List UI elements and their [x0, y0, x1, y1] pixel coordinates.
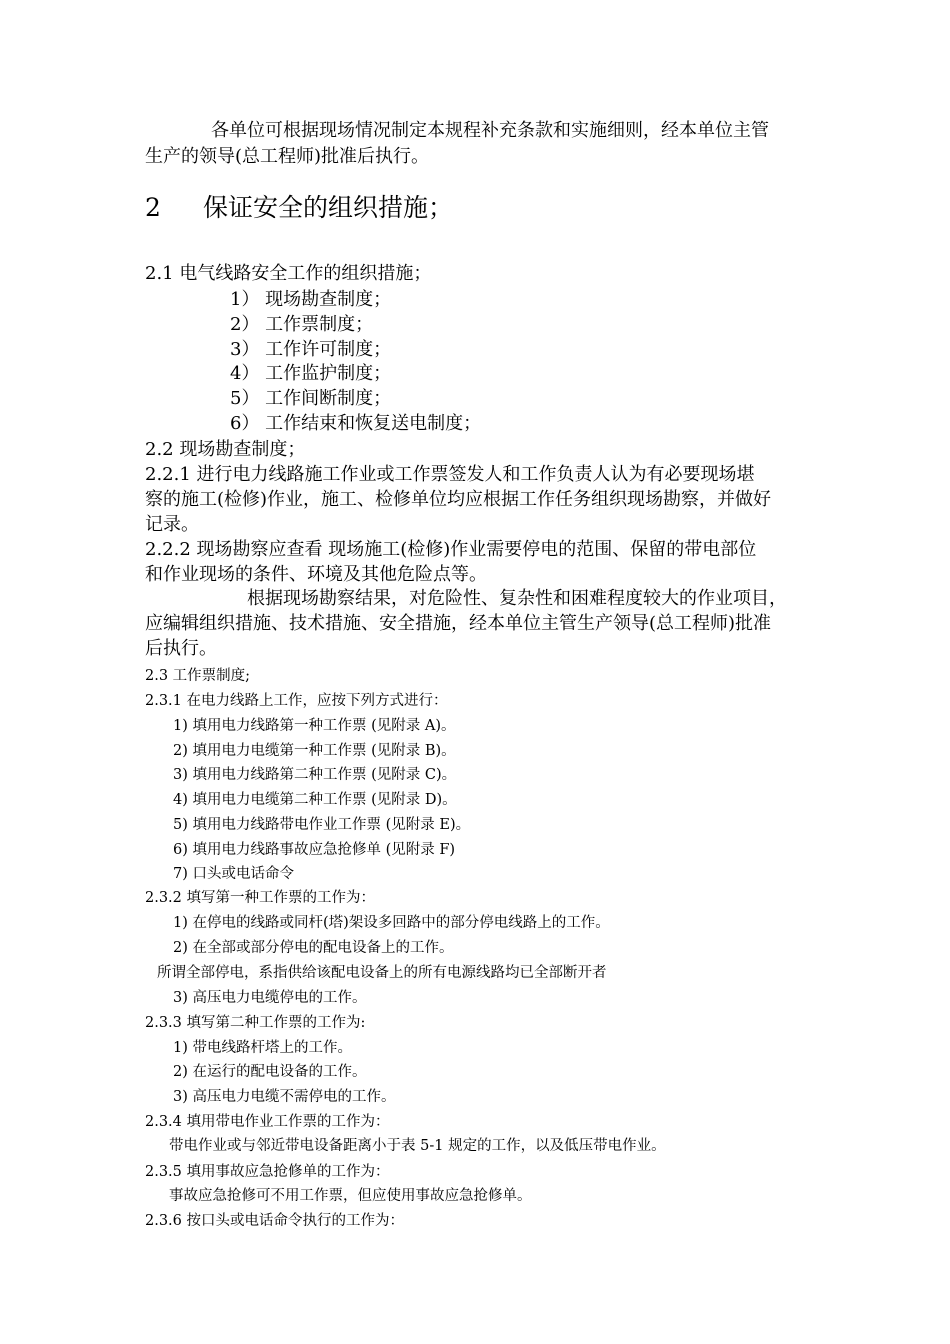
- list-item: 2) 在全部或部分停电的配电设备上的工作。: [173, 940, 454, 956]
- clause-title-2-3-3: 2.3.3 填写第二种工作票的工作为:: [145, 1015, 366, 1031]
- list-item: 3) 高压电力电缆不需停电的工作。: [173, 1089, 396, 1105]
- section-heading: [145, 188, 453, 224]
- list-item: 1) 带电线路杆塔上的工作。: [173, 1040, 352, 1056]
- section-title: 保证安全的组织措施；: [203, 193, 454, 222]
- clause-title-2-3-6: 2.3.6 按口头或电话命令执行的工作为：: [145, 1213, 405, 1229]
- list-item: 5） 工作间断制度；: [230, 388, 392, 409]
- paragraph-line: 应编辑组织措施、技术措施、安全措施，经本单位主管生产领导(总工程师)批准: [145, 613, 772, 634]
- subsection-title-2-1: 2.1 电气线路安全工作的组织措施；: [145, 263, 432, 284]
- intro-line-1: 各单位可根据现场情况制定本规程补充条款和实施细则，经本单位主管: [211, 120, 769, 141]
- list-item: 2) 在运行的配电设备的工作。: [173, 1064, 367, 1080]
- clause-text: 事故应急抢修可不用工作票，但应使用事故应急抢修单。: [169, 1188, 532, 1204]
- list-item: 2) 填用电力电缆第一种工作票 (见附录 B)。: [173, 743, 456, 759]
- clause-text: 带电作业或与邻近带电设备距离小于表 5-1 规定的工作，以及低压带电作业。: [169, 1138, 666, 1154]
- list-item: 4） 工作监护制度；: [230, 363, 392, 384]
- intro-line-2: 生产的领导(总工程师)批准后执行。: [145, 146, 430, 167]
- list-item: 6) 填用电力线路事故应急抢修单 (见附录 F): [173, 842, 456, 858]
- clause-title-2-3-1: 2.3.1 在电力线路上工作，应按下列方式进行：: [145, 693, 448, 709]
- list-item: 3） 工作许可制度；: [230, 339, 392, 360]
- section-number: 2: [145, 193, 161, 222]
- paragraph-line: 和作业现场的条件、环境及其他危险点等。: [145, 564, 487, 585]
- list-item: 1） 现场勘查制度；: [230, 289, 392, 310]
- paragraph-line: 根据现场勘察结果，对危险性、复杂性和困难程度较大的作业项目，: [247, 588, 787, 609]
- list-item: 5) 填用电力线路带电作业工作票 (见附录 E)。: [173, 817, 471, 833]
- clause-title-2-3-2: 2.3.2 填写第一种工作票的工作为：: [145, 890, 376, 906]
- clause-title-2-3-4: 2.3.4 填用带电作业工作票的工作为：: [145, 1114, 390, 1130]
- list-item: 1) 在停电的线路或同杆(塔)架设多回路中的部分停电线路上的工作。: [173, 915, 610, 931]
- note-line: 所谓全部停电，系指供给该配电设备上的所有电源线路均已全部断开者: [157, 965, 607, 981]
- clause-title-2-3-5: 2.3.5 填用事故应急抢修单的工作为：: [145, 1164, 390, 1180]
- paragraph-line: 察的施工(检修)作业，施工、检修单位均应根据工作任务组织现场勘察，并做好: [145, 489, 772, 510]
- list-item: 1) 填用电力线路第一种工作票 (见附录 A)。: [173, 718, 456, 734]
- paragraph-line: 2.2.1 进行电力线路施工作业或工作票签发人和工作负责人认为有必要现场堪: [145, 464, 755, 485]
- list-item: 6） 工作结束和恢复送电制度；: [230, 413, 482, 434]
- list-item: 2） 工作票制度；: [230, 314, 374, 335]
- paragraph-line: 记录。: [145, 514, 199, 535]
- list-item: 7) 口头或电话命令: [173, 866, 294, 882]
- list-item: 3) 填用电力线路第二种工作票 (见附录 C)。: [173, 767, 457, 783]
- list-item: 4) 填用电力电缆第二种工作票 (见附录 D)。: [173, 792, 457, 808]
- paragraph-line: 2.2.2 现场勘察应查看 现场施工(检修)作业需要停电的范围、保留的带电部位: [145, 539, 757, 560]
- paragraph-line: 后执行。: [145, 638, 217, 659]
- subsection-title-2-3: 2.3 工作票制度;: [145, 668, 251, 684]
- list-item: 3) 高压电力电缆停电的工作。: [173, 990, 367, 1006]
- subsection-title-2-2: 2.2 现场勘查制度；: [145, 439, 306, 460]
